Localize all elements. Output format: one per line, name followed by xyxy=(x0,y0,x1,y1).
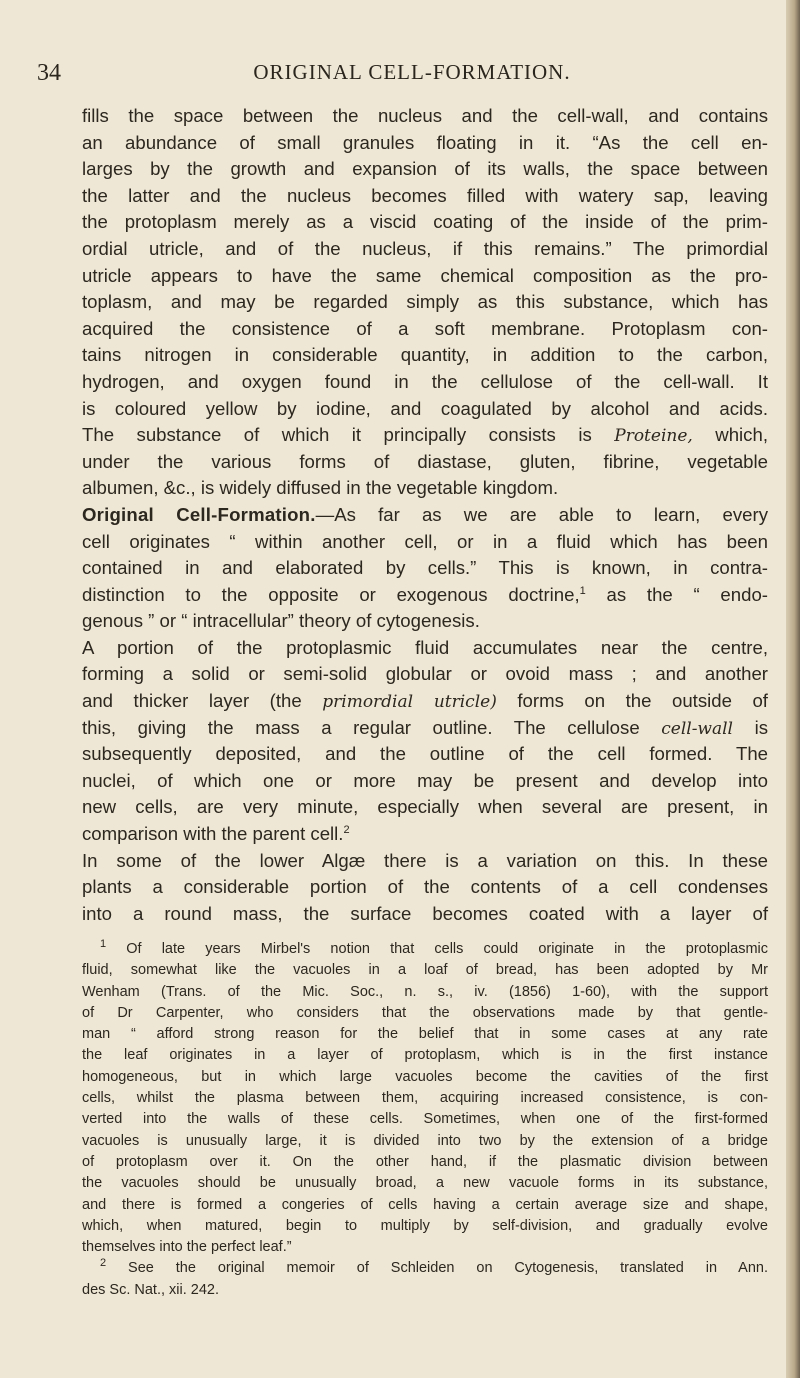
italic-term: cell-wall xyxy=(661,718,733,739)
text-line xyxy=(82,821,768,848)
page-number: 34 xyxy=(37,60,61,86)
text-line: ordial utricle, and of the nucleus, if this remains.” The primordial xyxy=(82,237,768,259)
footnote-line: the vacuoles should be unusually broad, a new vacuole forms in its substance, xyxy=(82,1175,768,1192)
line-text: Of late years Mirbel's notion that cells could originate in the protoplasmic xyxy=(126,941,768,957)
footnote-line: des Sc. Nat., xii. 242. xyxy=(82,1281,220,1298)
text-line: under the various forms of diastase, gluten, fibrine, vegetable xyxy=(82,450,768,472)
footnote-line: verted into the walls of these cells. Sometimes, when one of the first-formed xyxy=(82,1111,768,1128)
footnotes xyxy=(82,939,768,1301)
line-text: distinction to the opposite or exogenous doctrine, xyxy=(82,583,580,605)
footnote-line: cells, whilst the plasma between them, acquiring increased consistence, is con- xyxy=(82,1090,768,1107)
text-line: acquired the consistence of a soft membrane. Protoplasm con- xyxy=(82,317,768,339)
text-line xyxy=(82,582,768,609)
footnote-marker: 2 xyxy=(100,1257,107,1270)
text-line: toplasm, and may be regarded simply as this substance, which has xyxy=(82,291,768,313)
footnote-line: the leaf originates in a layer of protoplasm, which is in the first instance xyxy=(82,1047,768,1064)
line-text: forms on the outside of xyxy=(517,690,768,712)
footnote-line xyxy=(82,1258,768,1279)
text-line: forming a solid or semi-solid globular or ovoid mass ; and another xyxy=(82,663,768,685)
footnote-marker: 1 xyxy=(100,938,107,951)
text-line: the protoplasm merely as a viscid coating of the inside of the prim- xyxy=(82,211,768,233)
line-text: See the original memoir of Schleiden on Cytogenesis, translated in Ann. xyxy=(128,1260,768,1277)
footnote-line: and there is formed a congeries of cells having a certain average size and shape, xyxy=(82,1196,768,1213)
text-line xyxy=(82,715,768,742)
running-header xyxy=(37,60,757,90)
text-line: utricle appears to have the same chemical composition as the pro- xyxy=(82,264,768,286)
line-text: —As far as we are able to learn, every xyxy=(315,503,769,525)
footnote-line: of protoplasm over it. On the other hand, if the plasmatic division between xyxy=(82,1153,768,1170)
text-line: an abundance of small granules floating in it. “As the cell en- xyxy=(82,131,768,153)
footnote-line: homogeneous, but in which large vacuoles become the cavities of the first xyxy=(82,1068,768,1085)
text-line: larges by the growth and expansion of its walls, the space between xyxy=(82,158,768,180)
footnote-ref[interactable]: 1 xyxy=(579,584,586,597)
italic-term: primordial utricle) xyxy=(322,692,497,713)
line-text: as the “ endo- xyxy=(606,583,768,605)
line-text: is xyxy=(754,716,768,738)
section-heading: Original Cell-Formation. xyxy=(82,503,316,525)
footnote-line: fluid, somewhat like the vacuoles in a loaf of bread, has been adopted by Mr xyxy=(82,962,768,979)
text-line: plants a considerable portion of the contents of a cell condenses xyxy=(82,876,768,898)
text-line xyxy=(82,688,768,715)
footnote-line: which, when matured, begin to multiply by self-division, and gradually evolve xyxy=(82,1217,768,1234)
text-line: is coloured yellow by iodine, and coagulated by alcohol and acids. xyxy=(82,397,768,419)
footnote-line: man “ afford strong reason for the belief that in some cases at any rate xyxy=(82,1026,768,1043)
footnote-line: Wenham (Trans. of the Mic. Soc., n. s., iv. (1856) 1-60), with the support xyxy=(82,983,768,1000)
body-text xyxy=(82,103,768,927)
text-line: A portion of the protoplasmic fluid accumulates near the centre, xyxy=(82,636,768,658)
footnote-line: themselves into the perfect leaf.” xyxy=(82,1239,292,1256)
line-text: which, xyxy=(715,424,768,446)
text-line: cell originates “ within another cell, or in a fluid which has been xyxy=(82,530,768,552)
line-text: this, giving the mass a regular outline. The cellulose xyxy=(82,716,640,738)
footnote-line: vacuoles is unusually large, it is divided into two by the extension of a bridge xyxy=(82,1132,768,1149)
running-title: ORIGINAL CELL-FORMATION. xyxy=(253,60,571,84)
text-line: hydrogen, and oxygen found in the cellulose of the cell-wall. It xyxy=(82,370,768,392)
text-line xyxy=(82,502,768,529)
text-line: genous ” or “ intracellular” theory of cytogenesis. xyxy=(82,610,480,632)
footnote-ref[interactable]: 2 xyxy=(343,823,350,836)
line-text: The substance of which it principally consists is xyxy=(82,424,592,446)
text-line: new cells, are very minute, especially when several are present, in xyxy=(82,796,768,818)
text-line: contained in and elaborated by cells.” This is known, in contra- xyxy=(82,557,768,579)
text-line xyxy=(82,422,768,449)
italic-term: Proteine, xyxy=(614,426,693,447)
text-line: the latter and the nucleus becomes filled with watery sap, leaving xyxy=(82,184,768,206)
text-line: fills the space between the nucleus and the cell-wall, and contains xyxy=(82,105,768,126)
footnote-line: of Dr Carpenter, who considers that the observations made by that gentle- xyxy=(82,1004,768,1021)
line-text: comparison with the parent cell. xyxy=(82,823,344,845)
footnote-line xyxy=(82,939,768,960)
text-line: nuclei, of which one or more may be present and develop into xyxy=(82,769,768,791)
line-text: and thicker layer (the xyxy=(82,690,302,712)
text-line: tains nitrogen in considerable quantity, in addition to the carbon, xyxy=(82,344,768,366)
text-line: into a round mass, the surface becomes coated with a layer of xyxy=(82,902,768,924)
page-edge xyxy=(786,0,800,1378)
text-line: In some of the lower Algæ there is a variation on this. In these xyxy=(82,849,768,871)
text-line: subsequently deposited, and the outline of the cell formed. The xyxy=(82,743,768,765)
text-line: albumen, &c., is widely diffused in the vegetable kingdom. xyxy=(82,477,559,499)
